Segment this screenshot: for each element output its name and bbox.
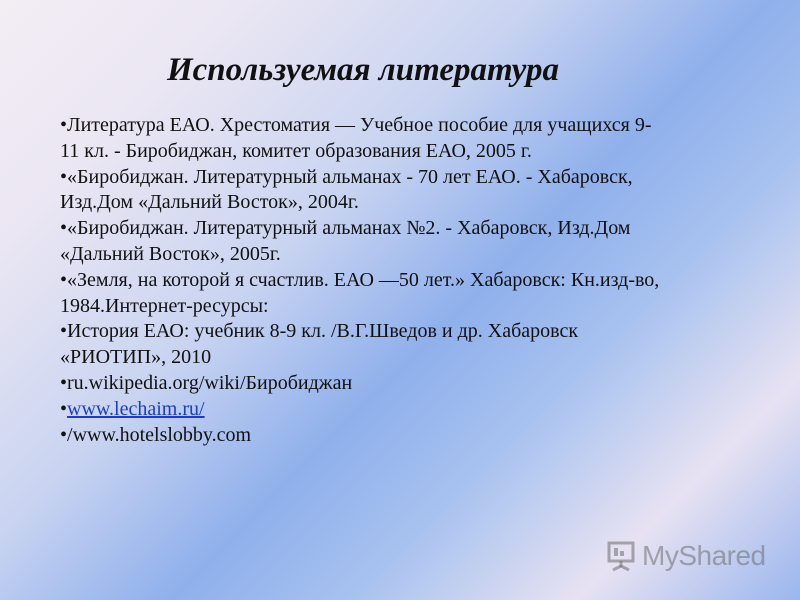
reference-item: [60, 268, 670, 320]
reference-item: [60, 165, 670, 217]
bullet: •: [60, 320, 68, 343]
reference-item: [60, 113, 670, 165]
bullet: •: [60, 423, 68, 446]
reference-text: История ЕАО: учебник 8-9 кл. /В.Г.Шведов и др. Хабаровск «РИОТИП», 2010: [60, 320, 579, 369]
bullet: •: [60, 114, 68, 136]
reference-text: «Земля, на которой я счастлив. ЕАО —50 лет.» Хабаровск: Кн.изд-во, 1984.Интернет-ресурсы:: [60, 268, 660, 317]
watermark-text: MyShared: [642, 540, 766, 571]
reference-text: ru.wikipedia.org/wiki/Биробиджан: [67, 371, 353, 394]
reference-item: [60, 319, 670, 371]
bullet: •: [60, 165, 68, 188]
bullet: •: [60, 217, 68, 240]
reference-text: /www.hotelslobby.com: [67, 423, 252, 446]
reference-text: Литература ЕАО. Хрестоматия — Учебное пособие для учащихся 9-11 кл. - Биробиджан, комитет образования ЕАО, 2005 г.: [60, 114, 652, 162]
reference-text: «Биробиджан. Литературный альманах №2. - Хабаровск, Изд.Дом «Дальний Восток», 2005г.: [60, 217, 631, 265]
presentation-board-icon: [604, 539, 638, 573]
lechaim-link[interactable]: www.lechaim.ru/: [67, 397, 205, 420]
reference-item: [60, 371, 670, 397]
reference-item: [60, 397, 670, 423]
reference-item: [60, 423, 670, 449]
bullet: •: [60, 397, 68, 420]
references-list: [60, 113, 670, 448]
myshared-watermark: [604, 536, 774, 576]
bullet: •: [60, 268, 68, 291]
bullet: •: [60, 371, 68, 394]
slide-title: Используемая литература: [166, 52, 560, 88]
reference-item: [60, 216, 670, 268]
reference-text: «Биробиджан. Литературный альманах - 70 лет ЕАО. - Хабаровск, Изд.Дом «Дальний Восток», 2004г.: [60, 165, 633, 214]
